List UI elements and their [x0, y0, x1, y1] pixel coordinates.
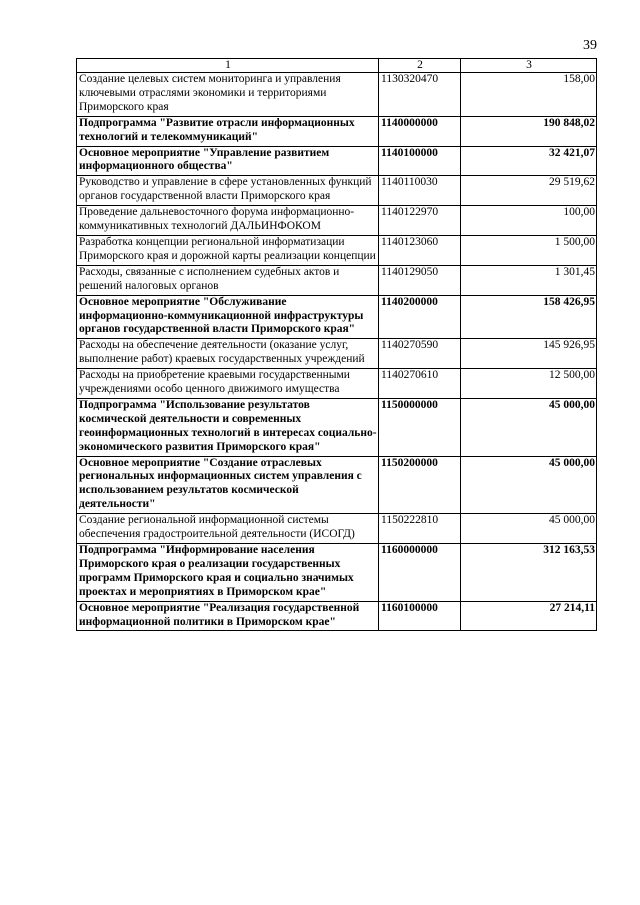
row-name-cell: Основное мероприятие "Управление развитием информационного общества" — [77, 146, 379, 176]
column-header-code: 2 — [379, 59, 461, 73]
row-amount-cell: 312 163,53 — [461, 544, 597, 602]
column-header-name: 1 — [77, 59, 379, 73]
row-code-cell: 1140122970 — [379, 206, 461, 236]
row-name-cell: Проведение дальневосточного форума информационно-коммуникативных технологий ДАЛЬИНФОКОМ — [77, 206, 379, 236]
row-amount-cell: 45 000,00 — [461, 398, 597, 456]
table-row — [77, 235, 597, 265]
row-name-cell: Создание региональной информационной системы обеспечения градостроительной деятельности (ИСОГД) — [77, 514, 379, 544]
row-amount-cell: 1 500,00 — [461, 235, 597, 265]
table-row — [77, 369, 597, 399]
row-code-cell: 1150222810 — [379, 514, 461, 544]
row-code-cell: 1140110030 — [379, 176, 461, 206]
row-amount-cell: 158 426,95 — [461, 295, 597, 339]
table-row — [77, 339, 597, 369]
table-row — [77, 544, 597, 602]
table-row — [77, 514, 597, 544]
row-code-cell: 1160000000 — [379, 544, 461, 602]
table-row — [77, 176, 597, 206]
row-amount-cell: 1 301,45 — [461, 265, 597, 295]
table-row — [77, 206, 597, 236]
row-code-cell: 1140200000 — [379, 295, 461, 339]
table-row — [77, 295, 597, 339]
table-row — [77, 456, 597, 514]
row-amount-cell: 12 500,00 — [461, 369, 597, 399]
row-name-cell: Руководство и управление в сфере установленных функций органов государственной власти Приморского края — [77, 176, 379, 206]
row-name-cell: Подпрограмма "Использование результатов космической деятельности и современных геоинформационных технологий в интересах социально-экономического развития Приморского края" — [77, 398, 379, 456]
column-header-amount: 3 — [461, 59, 597, 73]
table-row — [77, 398, 597, 456]
table-row — [77, 601, 597, 631]
row-code-cell: 1130320470 — [379, 73, 461, 117]
row-code-cell: 1150000000 — [379, 398, 461, 456]
row-name-cell: Подпрограмма "Развитие отрасли информационных технологий и телекоммуникаций" — [77, 116, 379, 146]
row-name-cell: Основное мероприятие "Обслуживание информационно-коммуникационной инфраструктуры органов государственной власти Приморского края" — [77, 295, 379, 339]
table-row — [77, 73, 597, 117]
row-code-cell: 1160100000 — [379, 601, 461, 631]
row-code-cell: 1140000000 — [379, 116, 461, 146]
row-name-cell: Создание целевых систем мониторинга и управления ключевыми отраслями экономики и территориями Приморского края — [77, 73, 379, 117]
row-amount-cell: 100,00 — [461, 206, 597, 236]
table-row — [77, 146, 597, 176]
row-name-cell: Подпрограмма "Информирование населения Приморского края о реализации государственных программ Приморского края и социально значимых проектах и мероприятиях в Приморском крае" — [77, 544, 379, 602]
row-code-cell: 1150200000 — [379, 456, 461, 514]
row-name-cell: Основное мероприятие "Создание отраслевых региональных информационных систем управления с использованием результатов космической деятельности" — [77, 456, 379, 514]
table-row — [77, 265, 597, 295]
row-code-cell: 1140270610 — [379, 369, 461, 399]
row-code-cell: 1140123060 — [379, 235, 461, 265]
row-code-cell: 1140100000 — [379, 146, 461, 176]
table-body — [77, 73, 597, 631]
row-amount-cell: 190 848,02 — [461, 116, 597, 146]
table-header-row — [77, 59, 597, 73]
row-amount-cell: 45 000,00 — [461, 514, 597, 544]
budget-table — [76, 58, 597, 631]
page-number: 39 — [583, 38, 597, 53]
row-amount-cell: 27 214,11 — [461, 601, 597, 631]
row-name-cell: Расходы на приобретение краевыми государственными учреждениями особо ценного движимого имущества — [77, 369, 379, 399]
row-name-cell: Расходы, связанные с исполнением судебных актов и решений налоговых органов — [77, 265, 379, 295]
table-row — [77, 116, 597, 146]
row-amount-cell: 29 519,62 — [461, 176, 597, 206]
row-name-cell: Разработка концепции региональной информатизации Приморского края и дорожной карты реализации концепции — [77, 235, 379, 265]
row-code-cell: 1140129050 — [379, 265, 461, 295]
row-code-cell: 1140270590 — [379, 339, 461, 369]
row-amount-cell: 158,00 — [461, 73, 597, 117]
row-amount-cell: 45 000,00 — [461, 456, 597, 514]
row-amount-cell: 32 421,07 — [461, 146, 597, 176]
row-name-cell: Основное мероприятие "Реализация государственной информационной политики в Приморском крае" — [77, 601, 379, 631]
row-amount-cell: 145 926,95 — [461, 339, 597, 369]
row-name-cell: Расходы на обеспечение деятельности (оказание услуг, выполнение работ) краевых государственных учреждений — [77, 339, 379, 369]
